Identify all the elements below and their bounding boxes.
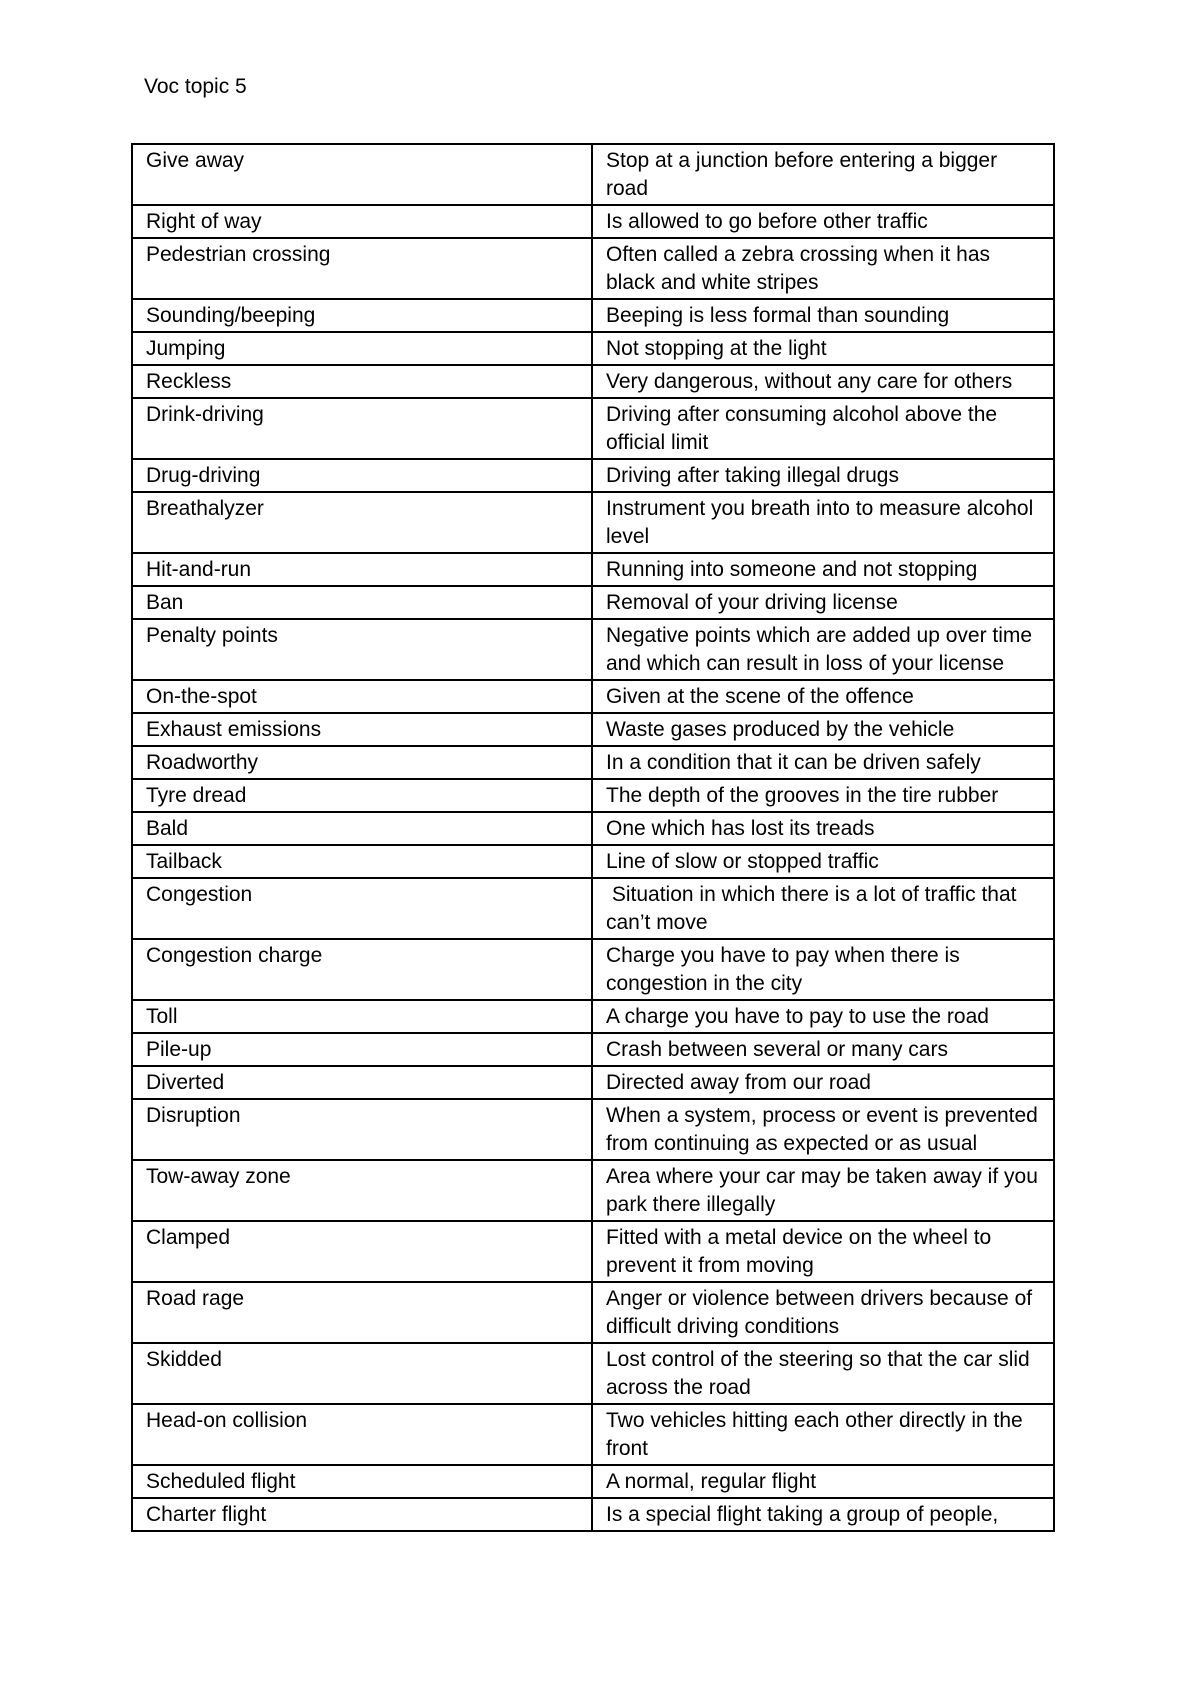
definition-cell: Instrument you breath into to measure alcohol level <box>592 492 1054 553</box>
table-row <box>132 1465 1054 1498</box>
term-cell: Pedestrian crossing <box>132 238 592 299</box>
term-cell: Tyre dread <box>132 779 592 812</box>
table-row <box>132 144 1054 205</box>
term-cell: Charter flight <box>132 1498 592 1531</box>
table-row <box>132 553 1054 586</box>
term-cell: Ban <box>132 586 592 619</box>
term-cell: Drug-driving <box>132 459 592 492</box>
table-row <box>132 746 1054 779</box>
definition-cell: Situation in which there is a lot of traffic that can’t move <box>592 878 1054 939</box>
definition-cell: Running into someone and not stopping <box>592 553 1054 586</box>
table-row <box>132 1343 1054 1404</box>
term-cell: Breathalyzer <box>132 492 592 553</box>
table-row <box>132 812 1054 845</box>
table-row <box>132 492 1054 553</box>
term-cell: Sounding/beeping <box>132 299 592 332</box>
table-row <box>132 365 1054 398</box>
term-cell: Disruption <box>132 1099 592 1160</box>
term-cell: Penalty points <box>132 619 592 680</box>
term-cell: Right of way <box>132 205 592 238</box>
table-row <box>132 299 1054 332</box>
vocabulary-table-body <box>132 144 1054 1531</box>
definition-cell: Line of slow or stopped traffic <box>592 845 1054 878</box>
definition-cell: Driving after taking illegal drugs <box>592 459 1054 492</box>
definition-cell: Lost control of the steering so that the car slid across the road <box>592 1343 1054 1404</box>
term-cell: Tailback <box>132 845 592 878</box>
term-cell: On-the-spot <box>132 680 592 713</box>
definition-cell: Removal of your driving license <box>592 586 1054 619</box>
definition-cell: Directed away from our road <box>592 1066 1054 1099</box>
term-cell: Road rage <box>132 1282 592 1343</box>
definition-cell: Often called a zebra crossing when it has black and white stripes <box>592 238 1054 299</box>
term-cell: Reckless <box>132 365 592 398</box>
term-cell: Bald <box>132 812 592 845</box>
term-cell: Clamped <box>132 1221 592 1282</box>
definition-cell: When a system, process or event is prevented from continuing as expected or as usual <box>592 1099 1054 1160</box>
table-row <box>132 680 1054 713</box>
table-row <box>132 332 1054 365</box>
definition-cell: Very dangerous, without any care for others <box>592 365 1054 398</box>
definition-cell: In a condition that it can be driven safely <box>592 746 1054 779</box>
definition-cell: Anger or violence between drivers because of difficult driving conditions <box>592 1282 1054 1343</box>
definition-cell: A charge you have to pay to use the road <box>592 1000 1054 1033</box>
table-row <box>132 845 1054 878</box>
table-row <box>132 1282 1054 1343</box>
term-cell: Diverted <box>132 1066 592 1099</box>
table-row <box>132 1221 1054 1282</box>
table-row <box>132 878 1054 939</box>
term-cell: Congestion <box>132 878 592 939</box>
table-row <box>132 238 1054 299</box>
definition-cell: The depth of the grooves in the tire rubber <box>592 779 1054 812</box>
table-row <box>132 619 1054 680</box>
table-row <box>132 1000 1054 1033</box>
table-row <box>132 1160 1054 1221</box>
definition-cell: Crash between several or many cars <box>592 1033 1054 1066</box>
term-cell: Hit-and-run <box>132 553 592 586</box>
page-title: Voc topic 5 <box>144 75 247 98</box>
table-row <box>132 1033 1054 1066</box>
term-cell: Jumping <box>132 332 592 365</box>
table-row <box>132 205 1054 238</box>
table-row <box>132 939 1054 1000</box>
term-cell: Roadworthy <box>132 746 592 779</box>
term-cell: Give away <box>132 144 592 205</box>
table-row <box>132 779 1054 812</box>
term-cell: Tow-away zone <box>132 1160 592 1221</box>
table-row <box>132 586 1054 619</box>
table-row <box>132 1498 1054 1531</box>
term-cell: Pile-up <box>132 1033 592 1066</box>
definition-cell: Beeping is less formal than sounding <box>592 299 1054 332</box>
definition-cell: Is allowed to go before other traffic <box>592 205 1054 238</box>
definition-cell: Area where your car may be taken away if you park there illegally <box>592 1160 1054 1221</box>
table-row <box>132 1404 1054 1465</box>
definition-cell: Negative points which are added up over time and which can result in loss of your license <box>592 619 1054 680</box>
definition-cell: Not stopping at the light <box>592 332 1054 365</box>
vocabulary-table <box>131 143 1055 1532</box>
term-cell: Scheduled flight <box>132 1465 592 1498</box>
definition-cell: Stop at a junction before entering a bigger road <box>592 144 1054 205</box>
table-row <box>132 713 1054 746</box>
table-row <box>132 1066 1054 1099</box>
definition-cell: Fitted with a metal device on the wheel to prevent it from moving <box>592 1221 1054 1282</box>
table-row <box>132 398 1054 459</box>
term-cell: Toll <box>132 1000 592 1033</box>
term-cell: Exhaust emissions <box>132 713 592 746</box>
term-cell: Skidded <box>132 1343 592 1404</box>
table-row <box>132 1099 1054 1160</box>
definition-cell: Charge you have to pay when there is congestion in the city <box>592 939 1054 1000</box>
definition-cell: Driving after consuming alcohol above the official limit <box>592 398 1054 459</box>
definition-cell: Waste gases produced by the vehicle <box>592 713 1054 746</box>
term-cell: Congestion charge <box>132 939 592 1000</box>
definition-cell: One which has lost its treads <box>592 812 1054 845</box>
table-row <box>132 459 1054 492</box>
definition-cell: Given at the scene of the offence <box>592 680 1054 713</box>
definition-cell: A normal, regular flight <box>592 1465 1054 1498</box>
definition-cell: Two vehicles hitting each other directly in the front <box>592 1404 1054 1465</box>
definition-cell: Is a special flight taking a group of people, <box>592 1498 1054 1531</box>
term-cell: Head-on collision <box>132 1404 592 1465</box>
term-cell: Drink-driving <box>132 398 592 459</box>
